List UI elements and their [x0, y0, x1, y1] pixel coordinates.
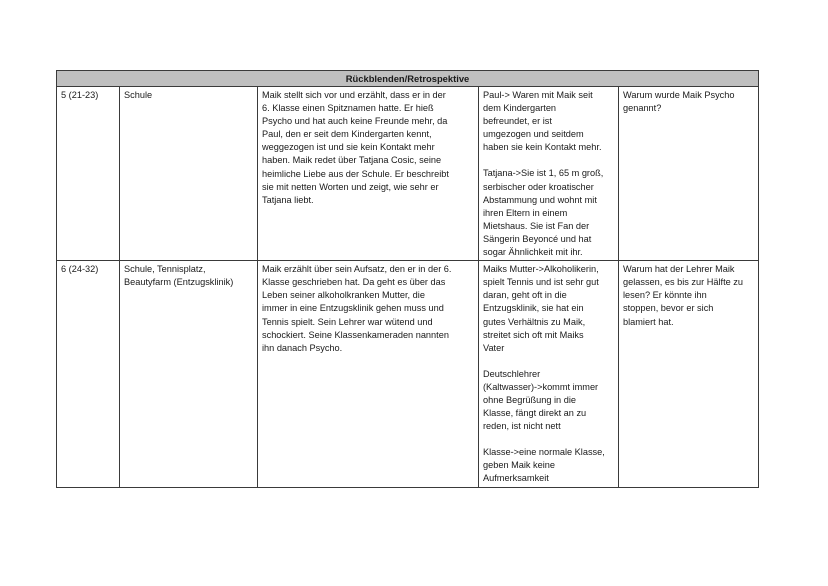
question-cell-line: Warum wurde Maik Psycho	[623, 90, 735, 100]
table-banner-title: Rückblenden/Retrospektive	[57, 71, 759, 87]
character-line: sogar Ähnlichkeit mit ihr.	[483, 247, 583, 258]
question-cell-line: Warum hat der Lehrer Maik	[623, 264, 735, 275]
question-cell	[619, 261, 759, 487]
question-cell-line: genannt?	[623, 103, 662, 114]
question-cell-line: gelassen, es bis zur Hälfte zu	[623, 277, 744, 288]
character-line: geben Maik keine	[483, 460, 556, 471]
summary-cell-line: Maik erzählt über sein Aufsatz, den er in der 6.	[262, 264, 452, 275]
summary-cell-line: Klasse geschrieben hat. Da geht es über das	[262, 277, 446, 288]
chapter-cell: 5 (21-23)	[57, 87, 120, 261]
place-cell-line: Schule	[124, 90, 153, 100]
character-line: Paul-> Waren mit Maik seit	[483, 90, 593, 100]
summary-cell-line: Tennis spielt. Sein Lehrer war wütend und	[262, 316, 433, 327]
character-line: Abstammung und wohnt mit	[483, 194, 597, 205]
character-line: Tatjana->Sie ist 1, 65 m groß,	[483, 168, 604, 179]
summary-cell-line: Leben seiner alkoholkranken Mutter, die	[262, 290, 425, 301]
character-line: (Kaltwasser)->kommt immer	[483, 381, 599, 392]
character-line: daran, geht oft in die	[483, 290, 567, 301]
place-cell-line: Beautyfarm (Entzugsklinik)	[124, 277, 234, 288]
place-cell-line: Schule, Tennisplatz,	[124, 264, 206, 275]
summary-cell-line: schockiert. Seine Klassenkameraden nannten	[262, 329, 449, 340]
summary-cell-line: haben. Maik redet über Tatjana Cosic, seine	[262, 155, 442, 166]
summary-cell-line: heimliche Liebe aus der Schule. Er beschreibt	[262, 168, 449, 179]
character-paragraph	[483, 263, 614, 355]
character-line: ohne Begrüßung in die	[483, 394, 576, 405]
summary-cell-line: 6. Klasse einen Spitznamen hatte. Er hieß	[262, 103, 434, 114]
character-line: Klasse->eine normale Klasse,	[483, 447, 605, 458]
summary-cell-line: Psycho und hat auch keine Freunde mehr, da	[262, 116, 448, 127]
question-cell-line: stoppen, bevor er sich	[623, 303, 714, 314]
summary-cell	[258, 261, 479, 487]
character-paragraph	[483, 167, 614, 259]
table-body	[57, 87, 759, 488]
character-paragraph	[483, 368, 614, 433]
summary-cell-line: Paul, den er seit dem Kindergarten kennt,	[262, 129, 432, 140]
characters-cell	[479, 261, 619, 487]
summary-cell-line: Maik stellt sich vor und erzählt, dass er in der	[262, 90, 446, 100]
character-line: umgezogen und seitdem	[483, 129, 584, 140]
summary-cell-line: ihn danach Psycho.	[262, 342, 343, 353]
summary-cell-line: immer in eine Entzugsklinik gehen muss und	[262, 303, 444, 314]
table-row	[57, 87, 759, 261]
place-cell	[120, 87, 258, 261]
character-line: serbischer oder kroatischer	[483, 181, 594, 192]
character-line: Maiks Mutter->Alkoholikerin,	[483, 264, 599, 275]
characters-cell	[479, 87, 619, 261]
summary-cell	[258, 87, 479, 261]
character-line: Deutschlehrer	[483, 368, 541, 379]
summary-cell-line: Tatjana liebt.	[262, 194, 314, 205]
chapter-cell: 6 (24-32)	[57, 261, 120, 487]
table-banner-row	[57, 71, 759, 87]
character-line: dem Kindergarten	[483, 103, 557, 114]
table-row	[57, 261, 759, 487]
character-line: streitet sich oft mit Maiks	[483, 329, 584, 340]
question-cell	[619, 87, 759, 261]
character-line: Aufmerksamkeit	[483, 473, 549, 484]
question-cell-line: lesen? Er könnte ihn	[623, 290, 707, 301]
character-paragraph	[483, 89, 614, 154]
character-line: befreundet, er ist	[483, 116, 552, 127]
character-line: Entzugsklinik, sie hat ein	[483, 303, 584, 314]
character-line: Mietshaus. Sie ist Fan der	[483, 220, 590, 231]
summary-cell-line: sie mit netten Worten und zeigt, wie sehr er	[262, 181, 439, 192]
retrospective-table	[56, 70, 759, 488]
summary-cell-line: weggezogen ist und sie kein Kontakt mehr	[262, 142, 435, 153]
character-line: gutes Verhältnis zu Maik,	[483, 316, 586, 327]
question-cell-line: blamiert hat.	[623, 316, 674, 327]
character-line: ihren Eltern in einem	[483, 207, 568, 218]
character-line: haben sie kein Kontakt mehr.	[483, 142, 602, 153]
character-line: Sängerin Beyoncé und hat	[483, 233, 592, 244]
character-line: Klasse, fängt direkt an zu	[483, 408, 587, 419]
place-cell	[120, 261, 258, 487]
character-line: reden, ist nicht nett	[483, 421, 561, 432]
character-line: Vater	[483, 342, 505, 353]
character-line: spielt Tennis und ist sehr gut	[483, 277, 599, 288]
character-paragraph	[483, 446, 614, 485]
